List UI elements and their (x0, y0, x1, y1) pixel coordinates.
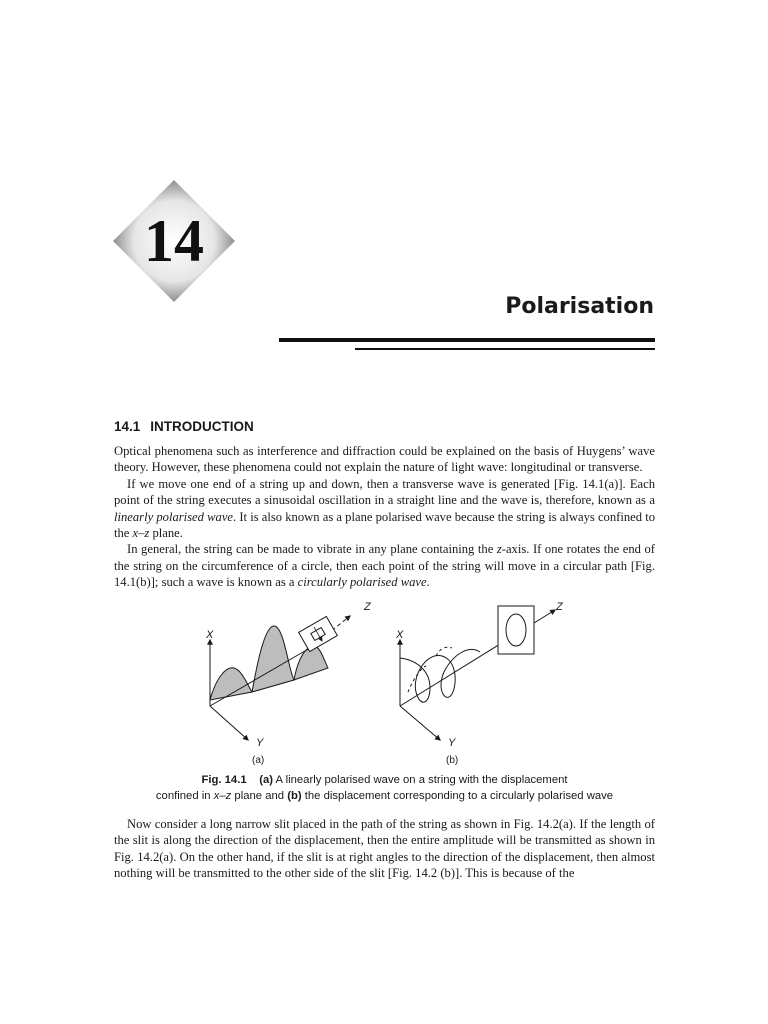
paragraph-2: If we move one end of a string up and down, then a transverse wave is generated [Fig. 14.1(a)]. Each point of the string executes a sinusoidal oscillation in a straight line and the wave is, therefore, known as a linearly polarised wave. It is also known as a plane polarised wave because the string is always confined to the x–z plane. (114, 476, 655, 541)
axis-label-z-b: Z (556, 601, 563, 613)
axis-label-y-b: Y (448, 737, 456, 749)
chapter-number: 14 (144, 208, 204, 274)
continuation-text (114, 816, 655, 882)
section-title: INTRODUCTION (150, 419, 254, 434)
subfigure-label-a: (a) (252, 755, 265, 766)
slit-box-a (299, 616, 338, 651)
axis-label-x-b: X (396, 629, 404, 641)
subfigure-label-b: (b) (446, 755, 459, 766)
chapter-title: Polarisation (505, 294, 654, 319)
y-axis-a (210, 706, 248, 740)
figure-14-1 (190, 596, 570, 768)
paragraph-4: Now consider a long narrow slit placed in the path of the string as shown in Fig. 14.2(a). If the length of the slit is along the direction of the displacement, then the entire amplitude will be transmitted as shown in Fig. 14.2(a). On the other hand, if the slit is at right angles to the direction of the displacement, then almost nothing will be transmitted to the other side of the slit [Fig. 14.2 (b)]. This is because of the (114, 817, 655, 881)
axis-label-x-a: X (206, 629, 214, 641)
figure-part-a (210, 616, 350, 740)
section-number: 14.1 (114, 419, 141, 434)
caption-line-1: Fig. 14.1 (a) A linearly polarised wave on a string with the displacement (201, 774, 568, 786)
title-rule-thin (355, 348, 655, 350)
axis-label-y-a: Y (256, 737, 264, 749)
wave-lobe (210, 668, 252, 700)
helix (400, 649, 480, 702)
figure-part-b (400, 606, 555, 740)
figure-caption (114, 772, 655, 804)
wave-lobe (252, 626, 294, 692)
section-heading (114, 419, 254, 434)
axis-label-z-a: Z (364, 601, 371, 613)
paragraph-3: In general, the string can be made to vibrate in any plane containing the z-axis. If one rotates the end of the string on the circumference of a circle, then each point of the string will move in a circular path [Fig. 14.1(b)]; such a wave is known as a circularly polarised wave. (114, 542, 655, 590)
title-rule-thick (279, 338, 655, 342)
paragraph-1: Optical phenomena such as interference and diffraction could be explained on the basis of Huygens’ wave theory. However, these phenomena could not explain the nature of light wave: longitudinal or transverse. (114, 444, 655, 475)
caption-line-2: confined in x–z plane and (b) the displacement corresponding to a circularly polarised wave (155, 790, 614, 802)
y-axis-b (400, 706, 440, 740)
slit-box-b (498, 606, 534, 654)
introduction-text (114, 443, 655, 591)
